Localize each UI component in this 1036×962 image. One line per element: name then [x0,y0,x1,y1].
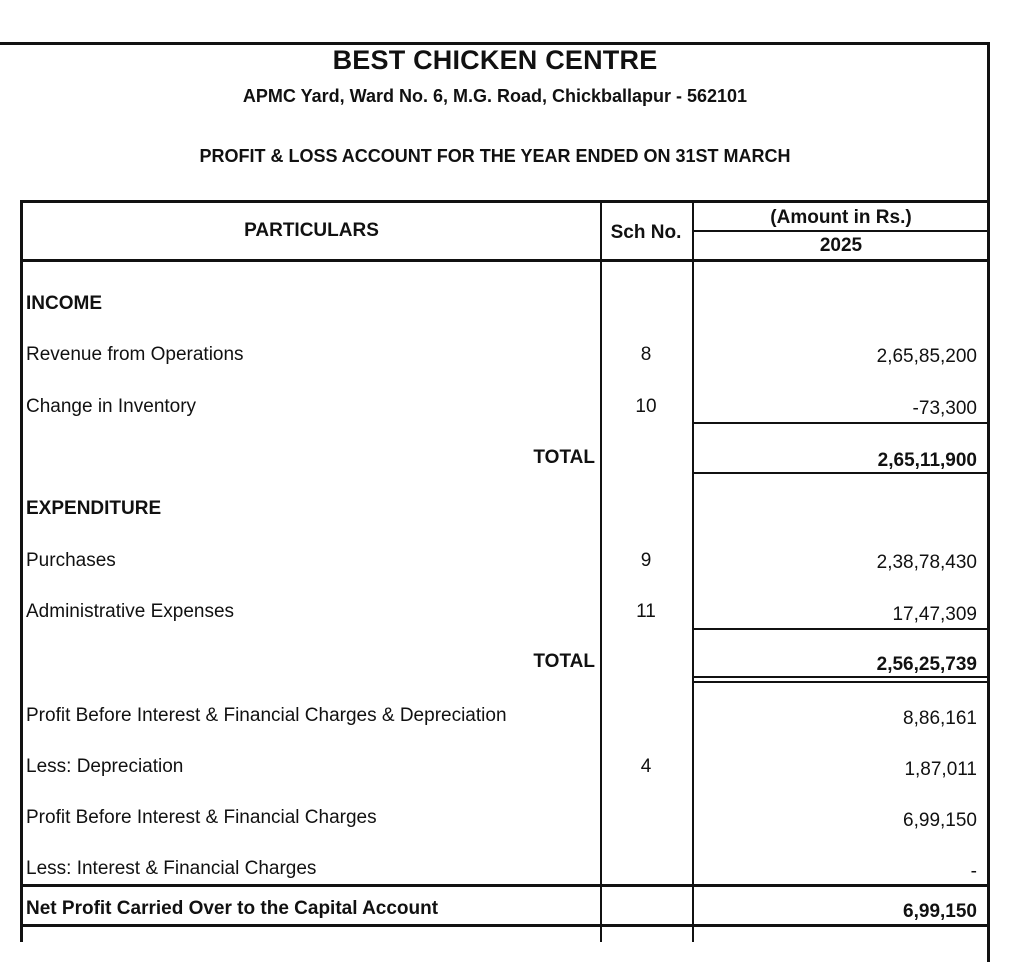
row-amount: - [970,861,977,882]
row-label: Change in Inventory [26,396,197,417]
header-bottom-rule [23,259,987,262]
income-heading: INCOME [26,293,102,314]
company-name: BEST CHICKEN CENTRE [332,45,658,75]
header-sch-no: Sch No. [610,222,682,243]
row-label: Administrative Expenses [26,601,235,622]
company-address: APMC Yard, Ward No. 6, M.G. Road, Chickballapur - 562101 [242,86,748,106]
row-sch: 8 [640,344,652,365]
header-divider [692,230,987,232]
row-label: Purchases [26,550,116,571]
row-amount: 1,87,011 [904,759,977,780]
profit-loss-table [20,200,990,942]
net-profit-bottom-rule [23,924,987,927]
row-amount: 17,47,309 [892,604,977,625]
row-label: Profit Before Interest & Financial Charges [26,807,377,828]
row-sch: 11 [636,601,656,622]
total-rule [692,472,987,474]
net-profit-label: Net Profit Carried Over to the Capital Account [26,898,439,919]
net-profit-amount: 6,99,150 [903,901,977,922]
statement-title: PROFIT & LOSS ACCOUNT FOR THE YEAR ENDED ON 31ST MARCH [199,146,791,166]
subtotal-rule [692,628,987,630]
row-sch: 10 [635,396,657,417]
expenditure-heading: EXPENDITURE [26,498,162,519]
row-label: Less: Depreciation [26,756,184,777]
column-divider [600,203,602,942]
income-total-amount: 2,65,11,900 [877,450,977,471]
header-amount: (Amount in Rs.) [770,207,912,228]
net-profit-top-rule [23,884,987,887]
row-sch: 9 [640,550,652,571]
header-particulars: PARTICULARS [244,220,379,241]
expenditure-total-amount: 2,56,25,739 [876,654,977,675]
row-label: Profit Before Interest & Financial Charges & Depreciation [26,705,507,726]
header-year: 2025 [819,235,863,256]
row-label: Less: Interest & Financial Charges [26,858,317,879]
row-amount: 2,65,85,200 [876,346,977,367]
row-sch: 4 [640,756,652,777]
row-amount: 6,99,150 [903,810,977,831]
expenditure-total-label: TOTAL [533,651,595,672]
double-rule-top [692,676,987,678]
row-amount: 8,86,161 [903,708,977,729]
row-amount: -73,300 [912,398,977,419]
subtotal-rule [692,422,987,424]
row-label: Revenue from Operations [26,344,244,365]
double-rule-bottom [692,681,987,683]
row-amount: 2,38,78,430 [876,552,977,573]
income-total-label: TOTAL [533,447,595,468]
column-divider [692,203,694,942]
